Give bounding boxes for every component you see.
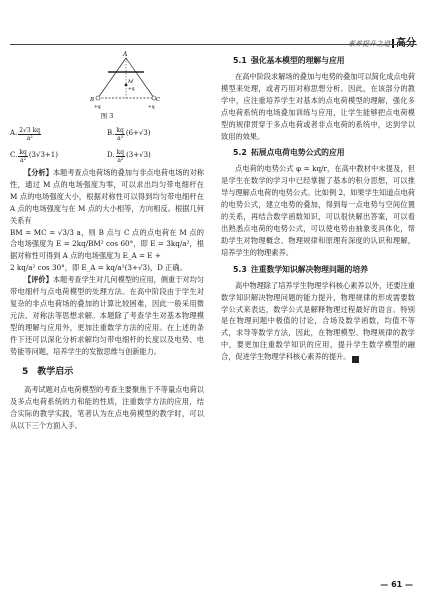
option-a-letter: A. bbox=[10, 129, 18, 138]
option-b-post: (6+√3) bbox=[125, 129, 151, 138]
label-m-charge: +q bbox=[128, 87, 135, 92]
figure-3 bbox=[10, 50, 204, 111]
option-c-letter: C. bbox=[10, 151, 18, 160]
analysis-tag: 【分析】 bbox=[24, 168, 53, 177]
option-d-num: kq bbox=[116, 148, 125, 156]
option-c-fraction bbox=[18, 149, 27, 164]
option-c bbox=[10, 149, 107, 164]
section-5-heading: 5 教学启示 bbox=[22, 366, 74, 377]
option-d-den: a² bbox=[117, 156, 124, 164]
option-b bbox=[107, 127, 204, 142]
figure-3-diagram bbox=[90, 50, 160, 110]
subsection-5-2-title: 拓展点电荷电势公式的应用 bbox=[251, 148, 345, 158]
option-a-fraction bbox=[18, 127, 41, 142]
subsection-5-1-heading bbox=[233, 54, 415, 67]
figure-caption: 图 3 bbox=[100, 112, 114, 120]
option-a-den: a² bbox=[26, 134, 33, 142]
subsection-5-3-num: 5.3 bbox=[233, 264, 247, 274]
header-rule bbox=[10, 44, 417, 45]
header-title: 高分 bbox=[396, 38, 416, 49]
option-a bbox=[10, 127, 107, 142]
option-c-num: kq bbox=[19, 148, 27, 156]
left-column bbox=[10, 50, 204, 432]
subsection-5-2-text: 点电荷的电势公式 φ = kq/r，在高中教材中未提及，但是学生在数学的学习中已经掌握了基本的积分思想，可以推导与理解点电荷的电势公式。比如例 2，如果学生知道点电荷的电势公式，建立电势的叠加，得到每一点电势与空间位置的关系，再结合数学函数知识，可以很快解出答案，可以看出熟悉点电荷的电势公式，可以使电势由抽象变具体化，帮助学生对物理概念、物理规律和原理有深度的认识和理解，培养学生的物理素养。 bbox=[221, 164, 415, 257]
option-d-fraction bbox=[116, 149, 125, 164]
analysis-paragraph bbox=[10, 167, 204, 227]
option-a-num: 2√3 kq bbox=[19, 126, 41, 134]
subsection-5-2-heading bbox=[233, 146, 415, 159]
option-b-num: kq bbox=[116, 126, 124, 134]
option-d bbox=[107, 149, 204, 164]
label-m: M bbox=[128, 79, 134, 85]
option-b-fraction bbox=[115, 127, 124, 142]
option-c-post: (3√3+1) bbox=[28, 151, 58, 160]
running-header bbox=[348, 34, 416, 49]
label-c-charge: +q bbox=[148, 105, 155, 110]
analysis-text-1: 本题考查点电荷场的叠加与非点电荷电场的对称性，通过 M 点的电场强度为零，可以求出均匀带电细杆在 M 点的电场强度大小，根据对称性可以得到均匀带电细杆在 A 点的电场强度与在 M 点的大小相等，方向相反。根据几何关系有 bbox=[10, 168, 204, 225]
options-row-2 bbox=[10, 145, 204, 167]
comment-text: 本题考查学生对几何模型的应用，侧重于对均匀带电细杆与点电荷模型的处理方法。在高中阶段由于学生对复杂的非点电荷场的叠加的计算比较困难，因此一般采用微元法、对称法等思想求解。本题除了考查学生对基本物理模型的理解与应用外，更加注重数学方法的应用。在上述的条件下还可以深化分析求解均匀带电细杆的长度以及电势、电势能等问题，培养学生的发散思维与创新能力。 bbox=[10, 275, 204, 356]
option-b-den: a² bbox=[117, 134, 124, 142]
subsection-5-3-body: 高中物理除了培养学生物理学科核心素养以外，还要注重数学知识解决物理问题的能力提升，物理规律的形成需要数学公式来表达，数学公式是解释物理过程最好的语言。特别是在物理问题中极值的讨论，合场及数学函数，均值不等式，求导等数学方法，因此，在物理模型、物理规律的教学中，要更加注重数学知识的应用，提升学生数学模型的融合，促进学生物理学科核心素养的提升。 bbox=[221, 280, 415, 362]
subsection-5-1-title: 强化基本模型的理解与应用 bbox=[251, 56, 345, 65]
subsection-5-3-heading bbox=[233, 263, 415, 276]
subsection-5-3-title: 注重数学知识解决物理问题的培养 bbox=[251, 264, 368, 274]
section-5-intro: 高考试题对点电荷模型的考查主要聚焦于不等量点电荷以及多点电荷系统的力和能的性质，注重数学方法的应用，结合实际的教学实践，笔者认为在点电荷模型的教学时，可以从以下三个方面入手。 bbox=[10, 385, 204, 431]
comment-paragraph bbox=[10, 274, 204, 357]
label-a: A bbox=[123, 51, 128, 58]
analysis-formula-2: 2 kq/a² cos 30°，即 E_A = kq/a²(3+√3)，D 正确。 bbox=[10, 263, 187, 273]
label-b: B bbox=[90, 97, 95, 103]
option-b-letter: B. bbox=[107, 129, 115, 138]
subsection-5-1-num: 5.1 bbox=[233, 56, 247, 65]
option-c-den: a² bbox=[20, 156, 27, 164]
option-d-post: (3+√3) bbox=[126, 151, 151, 160]
header-prefix: 素养提升之道 bbox=[348, 40, 390, 48]
subsection-5-2-num: 5.2 bbox=[233, 148, 247, 158]
label-c: C bbox=[156, 97, 160, 103]
end-mark-icon: ■ bbox=[352, 356, 359, 363]
option-d-letter: D. bbox=[107, 151, 115, 160]
options-row-1 bbox=[10, 123, 204, 145]
subsection-5-1-text: 在高中阶段求解场的叠加与电势的叠加可以简化成点电荷模型来处理，或者巧用对称思想分析。因此，在该部分的教学中，应注重培养学生对基本的点电荷模型的理解，强化多点电荷系统的电场叠加训练与应用，让学生能够把点电荷模型的规律贯穿于多点电荷或者非点电荷的系统中，达到学以致用的效果。 bbox=[221, 72, 415, 141]
label-b-charge: +q bbox=[94, 105, 101, 110]
comment-tag: 【评价】 bbox=[24, 275, 53, 285]
subsection-5-3-text bbox=[221, 280, 415, 363]
right-column bbox=[221, 50, 415, 363]
page-number: — 61 — bbox=[380, 580, 413, 589]
analysis-formula-1: BM = MC = √3/3 a，则 B 点与 C 点的点电荷在 M 点的合电场强度为 E = 2kq/BM² cos 60°，即 E = 3kq/a²，根据对称性可得到 A 点的电场强度为 E_A = E + bbox=[10, 227, 204, 261]
